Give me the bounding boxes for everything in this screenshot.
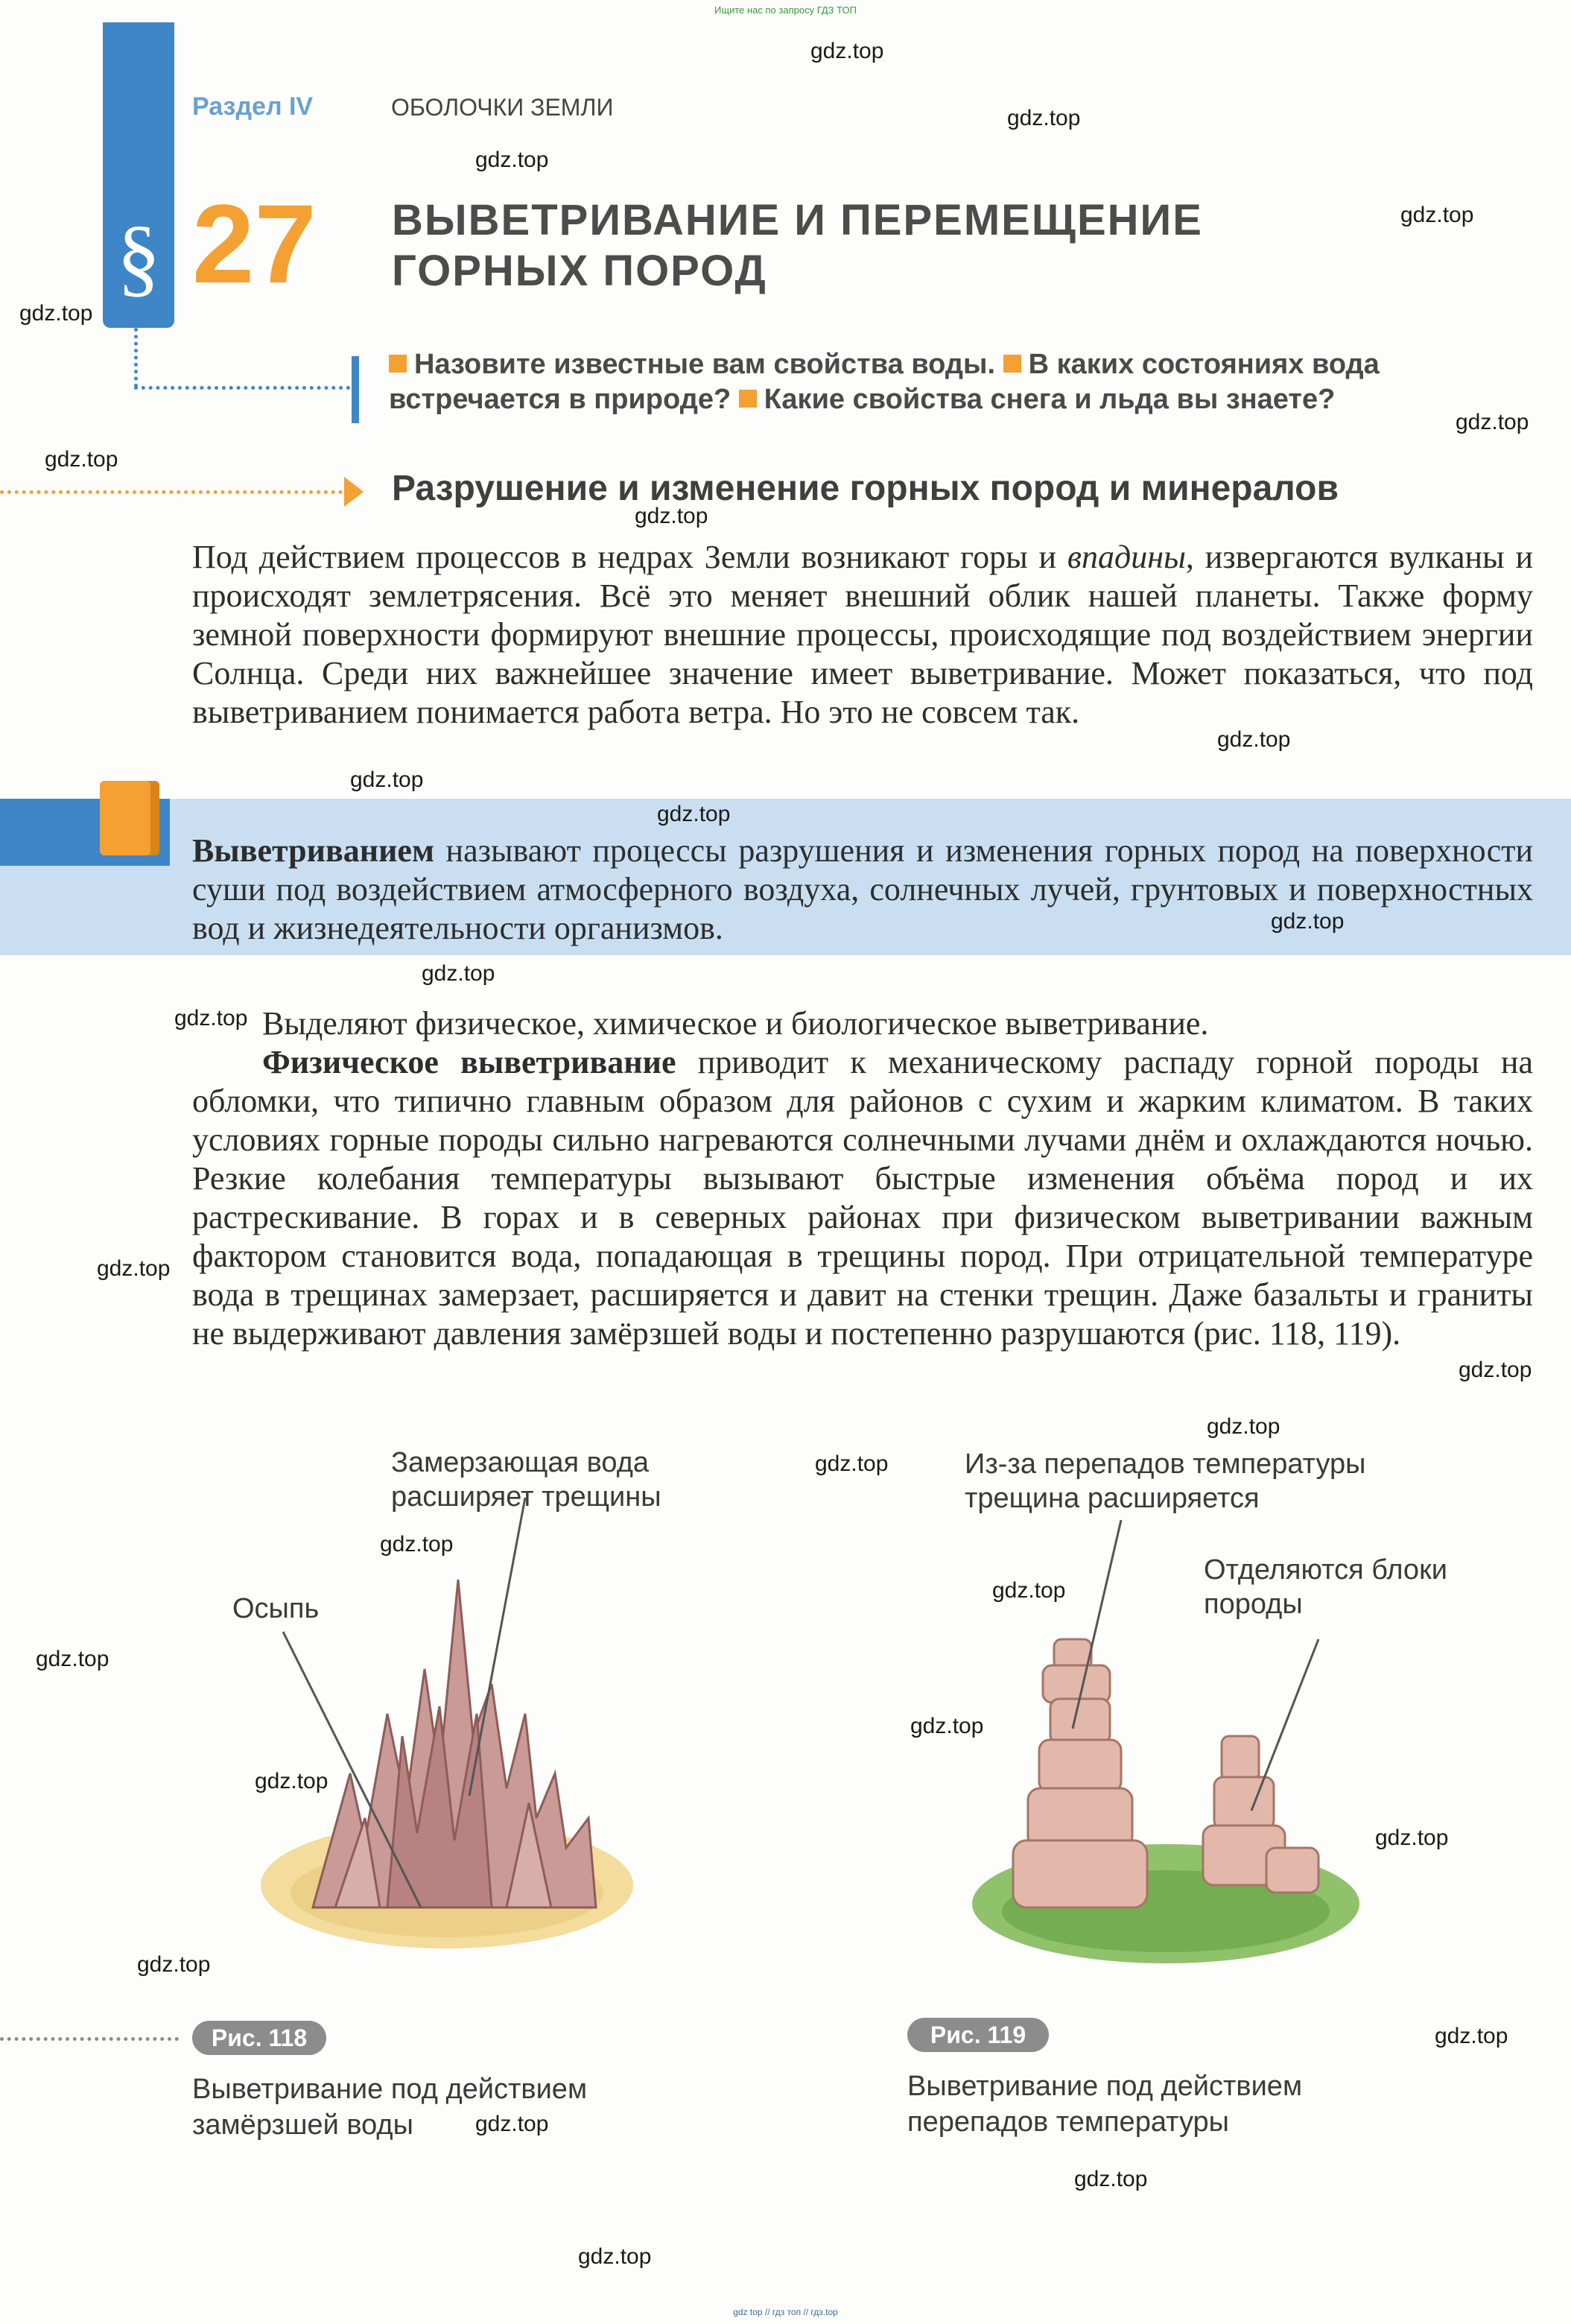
watermark: gdz.top [1459,1358,1532,1382]
question: Назовите известные вам свойства воды. [414,349,996,380]
figure-118-caption: Выветривание под действием замёрзшей воды [192,2074,588,2141]
watermark: gdz.top [1207,1414,1280,1439]
frost-weathered-rock [313,1580,596,1907]
watermark: gdz.top [36,1647,110,1671]
text: называют процессы разрушения и изменения горных пород на поверхности суши под воздействием атмосферного воздуха, солнечных лучей, грунтовых и поверхностных вод и жизнедеятельности организмов. [192,832,1533,946]
watermark: gdz.top [475,2112,549,2136]
watermark: gdz.top [137,1952,211,1977]
watermark: gdz.top [422,961,495,986]
label-blocks: Отделяются блоки породы [1204,1554,1447,1620]
section-sign: § [116,208,161,305]
watermark: gdz.top [1375,1826,1449,1850]
label-freezing-water: Замерзающая вода расширяет трещины [391,1447,661,1513]
types-sentence: Выделяют физическое, химическое и биологическое выветривание. [262,1005,1209,1042]
dotted-connector [0,2037,179,2041]
watermark: gdz.top [97,1256,171,1281]
watermark: gdz.top [992,1578,1066,1603]
watermark: gdz.top [1271,909,1345,934]
question: Какие свойства снега и льда вы знаете? [764,384,1336,415]
watermark: gdz.top [45,447,118,472]
italic-term: впадины [1067,539,1186,575]
label-temperature: Из-за перепадов температуры трещина расширяется [965,1448,1366,1514]
watermark: gdz.top [174,1006,248,1030]
title-line: ГОРНЫХ ПОРОД [392,247,767,295]
label-scree: Осыпь [232,1593,320,1624]
text: Под действием процессов в недрах Земли возникают горы и [192,539,1067,575]
watermark: gdz.top [19,301,93,326]
watermark: gdz.top [657,802,731,826]
watermark: gdz.top [1217,727,1291,752]
watermark: gdz.top [810,39,884,63]
watermark: gdz.top [1400,203,1474,227]
bottom-note: gdz top // гдз топ // гдз.top [733,2307,838,2317]
section-label: Раздел IV [192,92,314,121]
watermark: gdz.top [910,1714,984,1738]
watermark: gdz.top [1007,106,1081,130]
watermark: gdz.top [255,1769,329,1793]
watermark: gdz.top [635,504,708,528]
watermark: gdz.top [475,148,549,172]
definition-term: Выветриванием [192,832,434,869]
bold-term: Физическое выветривание [262,1044,676,1080]
watermark: gdz.top [1435,2024,1508,2048]
text: , извергаются вулканы и происходят землетрясения. Всё это меняет внешний облик нашей планеты. Также форму земной поверхности формируют внешние процессы, происходящие под воздействием энергии Солнца. Среди них важнейшее значение имеет выветривание. Может показаться, что под выветриванием понимается работа ветра. Но это не совсем так. [192,539,1533,730]
watermark: gdz.top [380,1532,454,1557]
subheading: Разрушение и изменение горных пород и минералов [392,469,1339,508]
paragraph-number: 27 [192,181,317,306]
question: В каких состояниях вода встречается в природе? [389,349,1380,415]
watermark: gdz.top [1074,2167,1148,2191]
watermark: gdz.top [1456,410,1529,434]
section-title: ОБОЛОЧКИ ЗЕМЛИ [391,94,614,121]
figure-118-badge: Рис. 118 [192,2021,326,2055]
callout-line [1251,1639,1318,1811]
text: приводит к механическому распаду горной породы на обломки, что типично главным образом для районов с сухим и жарким климатом. В таких условиях горные породы сильно нагреваются солнечными лучами днём и охлаждаются ночью. Резкие колебания температуры вызывают быстрые изменения объёма пород и их растрескивание. В горах и в северных районах при физическом выветривании важным фактором становится вода, попадающая в трещины пород. При отрицательной температуре вода в трещинах замерзает, расширяется и давит на стенки трещин. Даже базальты и граниты не выдерживают давления замёрзшей воды и постепенно разрушаются (рис. 118, 119). [192,1044,1533,1352]
watermark: gdz.top [815,1451,889,1476]
top-note: Ищите нас по запросу ГДЗ ТОП [714,4,857,16]
title-line: ВЫВЕТРИВАНИЕ И ПЕРЕМЕЩЕНИЕ [392,196,1203,244]
watermark: gdz.top [578,2244,652,2269]
watermark: gdz.top [350,767,424,792]
figure-119-caption: Выветривание под действием перепадов температуры [907,2071,1303,2138]
figure-119-badge: Рис. 119 [907,2018,1049,2052]
